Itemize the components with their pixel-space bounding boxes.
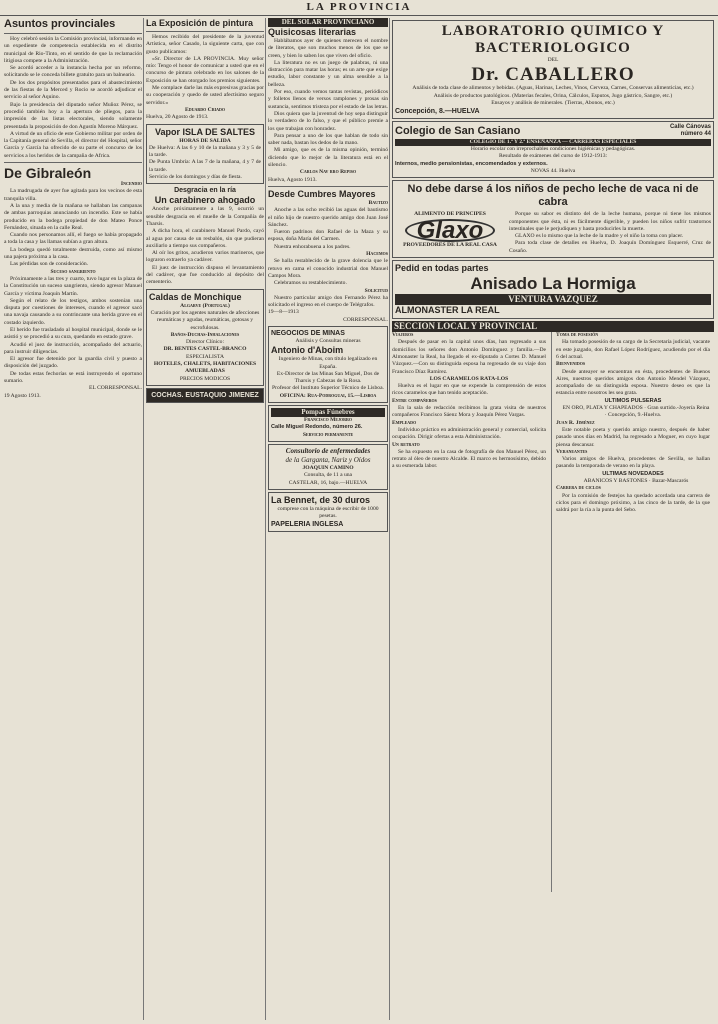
paragraph: La bodega quedó totalmente destruida, como así mismo una pajera próxima a la casa. [4, 246, 142, 261]
paragraph: A la una y media de la mañana se hallaban las campanas de ambas parroquias anunciando un incendio. Este se había producido en la bodega propiedad de don Mateo Ponce Fernández, situada en la calle Real. [4, 202, 142, 231]
ad-title: Anisado La Hormiga [470, 274, 636, 294]
news-text: Varios amigos de Huelva, procedentes de Sevilla, se hallan pasando la temporada de verano en la playa. [556, 456, 710, 470]
paragraph: Se acordó acceder a la instancia hecha por un reformo, solicitando se le conceda billete gratuito para un balneario. [4, 65, 142, 79]
news-text: Después de pasar en la capital unos días, han regresado a sus domicilios los señores don Antonio Domínguez y familia.—De Almonaster la Real, ha llegado el ex-diputado a Cortes D. Manuel Vázquez.—Con su distinguida esposa ha regresado de su viaje don Francisco Díaz Ramírez. [392, 339, 546, 375]
dateline: 19—8—1913 [268, 309, 299, 316]
paragraph: Me complace darle las más expresivas gracias por su cooperación y quedo de usted afectísimo seguro servidor.» [146, 85, 264, 106]
ad-title: La Bennet, de 30 duros [271, 494, 371, 505]
ad-line: Profesor del Instituto Superior Técnico de Lisboa. [272, 385, 384, 392]
box-subtitle: HORAS DE SALIDA [179, 137, 231, 144]
news-heading: Entre compañeros [392, 397, 437, 404]
ad-subtitle: Algarve (Portugal) [180, 302, 230, 309]
ad-line: Resultado de exámenes del curso de 1912-1913: [498, 153, 608, 160]
ad-line: DR. BENTES CASTEL-BRANCO [163, 346, 247, 353]
masthead: LA PROVINCIA [0, 0, 718, 16]
news-text: Este notable poeta y querido amigo nuestro, después de haber pasado unos días en Madrid, ha regresado a Moguer, en cuyo lugar piensa descansar. [556, 426, 710, 448]
paragraph: Dios quiera que la juventud de hoy sepa distinguir lo verdadero de lo falso, y que el público premie a los que trabajan con honradez. [268, 110, 388, 132]
news-heading: Carrera de ciclos [556, 485, 601, 492]
glaxo-logo: Glaxo [405, 219, 496, 242]
dateline: 19 Agosto 1913. [4, 392, 41, 399]
ad-connector: DEL [547, 57, 559, 63]
news-heading: Juan R. Jiménez [556, 419, 595, 426]
paragraph: Mi amigo, que es de la misma opinión, terminó diciendo que lo mejor de la literatura está en el silencio. [268, 147, 388, 169]
ad-line: Ensayos y análisis de minerales. (Tierras, Abonos, etc.) [491, 99, 615, 106]
news-heading: ULTIMOS PULSERAS [604, 397, 662, 404]
subheading: Bautizo [368, 199, 388, 206]
subheading: Hacemos [366, 251, 388, 258]
ad-line: Curación por los agentes naturales de afecciones reumáticas y agudas, reumáticas, gotosas y escrofulosas. [150, 309, 260, 331]
signature: Eduardo Criado [184, 106, 226, 113]
ad-pretitle: Pedid en todas partes [395, 263, 489, 274]
paragraph: La madrugada de ayer fue agitada para los vecinos de esta tranquila villa. [4, 188, 142, 202]
paragraph: Para toda clase de detalles en Huelva, D. Joaquín Domínguez Esquerré, Cruz de Cosaño. [509, 240, 711, 254]
paragraph: Para pensar a uno de los que hablan de todo sin saber nada, bastan los dedos de la mano. [268, 132, 388, 147]
paragraph: El juez de instrucción dispuso el levantamiento del cadáver, que fue conducido al depósito del cementerio. [146, 264, 264, 286]
section-heading: La Exposición de pintura [146, 18, 254, 28]
ad-line: Internos, medio pensionistas, encomendados y externos. [395, 160, 548, 167]
paragraph: «Sr. Director de LA PROVINCIA. Muy señor mío: Tengo el honor de comunicar a usted que en el concurso de pintura celebrado en los salones de la Exposición se han otorgado los premios siguientes. [146, 55, 264, 84]
ad-line: OFICINA: Rua-Podroguai, 15.—Lisboa [279, 392, 377, 399]
paragraph: Cuando nos personamos allí, el fuego se había propagado a toda la casa y las llamas subían a gran altura. [4, 232, 142, 246]
news-heading: LOS CARAMELOS RATA-LOS [429, 375, 509, 382]
ad-name: Dr. CABALLERO [471, 64, 635, 86]
ad-note: Servicio permanente [302, 431, 354, 438]
divider [146, 31, 264, 32]
ad-line: Análisis de productos patológicos. (Materias fecales, Orina, Cálculos, Esputos, Jugo gástrico, Sangre, etc.) [433, 92, 673, 99]
column-2 [146, 18, 264, 1020]
ad-line: PRECIOS MODICOS [179, 375, 231, 382]
typewriter-advertisement [268, 492, 388, 533]
paragraph: Por eso, cuando vemos tantas revistas, periódicos y folletos llenos de versos ramplones y prosas sin sustancia, sentimos tristeza por el estado de las letras. [268, 89, 388, 110]
paragraph: Anoche a las ocho recibió las aguas del bautismo el niño hijo de nuestro querido amigo don Juan José Sánchez. [268, 207, 388, 228]
news-text: Por la comisión de festejos ha quedado acordada una carrera de ciclos para el domingo próximo, a las cinco de la tarde, de la que saldrá por la ría a la punta del Sebo. [556, 492, 710, 514]
ad-title: NEGOCIOS DE MINAS [271, 329, 345, 337]
subheading: Solicitud [364, 287, 388, 294]
section-heading: Desgracia en la ría [174, 187, 236, 195]
column-divider [265, 18, 266, 1020]
ferry-schedule-box [146, 124, 264, 185]
column-3 [268, 18, 388, 1020]
paragraph: Próximamente a las tres y cuarto, tuvo lugar en la plaza de la Constitución un suceso sangriento, siendo agresor Manuel García y víctima Joaquín Martín. [4, 275, 142, 297]
ad-subtitle: de la Garganta, Nariz y Oídos [285, 455, 371, 464]
glaxo-advertisement [392, 180, 714, 258]
ad-line: HOTELES, CHALETS, HABITACIONES AMUEBLADAS [153, 360, 257, 375]
divider [268, 186, 388, 187]
divider [4, 162, 142, 163]
paragraph: Bajo la presidencia del diputado señor Muñoz Pérez, se procedió también hoy a la apertura de pliegos, para la impresión de las listas electorales, siendo solamente presentada la proposición de don Agustín Moreno Márquez. [4, 101, 142, 130]
news-heading: Toma de posesión [556, 332, 599, 339]
news-text: Desde anteayer se encuentran en ésta, procedentes de Buenos Aires, nuestros queridos amigos don Antonio Mendel Vázquez, acompañado de su distinguida esposa. Nuestro deseo es que la estancia entre nosotros les sea grata. [556, 368, 710, 397]
section-heading: Desde Cumbres Mayores [268, 188, 376, 199]
paragraph: Se halla restablecido de la grave dolencia que le retuvo en cama el conocido industrial don Manuel Campos Mora. [268, 258, 388, 279]
paragraph: Celebramos su restablecimiento. [274, 280, 347, 287]
subheading: Suceso sangriento [50, 268, 96, 275]
news-text: Huelva es el lugar en que se expende la comprensión de estos ricos caramelos que han tenido aceptación. [392, 383, 546, 397]
school-advertisement [392, 121, 714, 178]
paragraph: Nuestra enhorabuena a los padres. [274, 243, 351, 250]
glaxo-left [395, 211, 505, 255]
news-heading: Veraneantes [556, 448, 588, 455]
ad-line: Baños-Duchas-Inhalaciones [170, 331, 240, 338]
paragraph: Acudió el juez de instrucción, acompañado del actuario, para instruir diligencias. [4, 341, 142, 355]
ad-line: Ex-Director de las Minas San Miguel, Dos de Tharsis y Cabezas de la Rosa. [276, 370, 380, 385]
paragraph: A virtud de un oficio de este Gobierno militar por orden de la Capitanía general de Sevilla, el director del Hospital, señor García y García ha ofrecido de su parte el concurso de los servicios a los heridos de la campaña de Africa. [4, 130, 142, 159]
local-news-left [392, 332, 546, 471]
paragraph: El agresor fue detenido por la guardia civil y puesto a disposición del juzgado. [4, 356, 142, 370]
column-divider [143, 18, 144, 1020]
ad-title: No debe darse á los niños de pecho leche de vaca ni de cabra [407, 183, 699, 209]
ad-line: Ingeniero de Minas, con título legalizado en España. [278, 356, 378, 370]
glaxo-body [395, 211, 711, 255]
paragraph: Hoy celebró sesión la Comisión provincial, informando en un expediente de competencia establecida en el distrito municipal de Rio-Tinto, en el sentido de que la reclamación litigiosa compete a la Administración. [4, 36, 142, 64]
clinic-advertisement [268, 444, 388, 490]
paragraph: GLAXO es lo mismo que la leche de la madre y el niño la toma con placer. [515, 233, 684, 240]
divider [4, 33, 142, 34]
laboratory-advertisement [392, 20, 714, 119]
ad-line: CASTELAR, 16, bajo.—HUELVA [288, 479, 368, 486]
ad-address: Calle Miguel Redondo, número 26. [271, 424, 363, 431]
paragraph: Al oír los gritos, acudieron varios marineros, que lograron extraerlo ya cadáver. [146, 250, 264, 264]
ad-title: Caldas de Monchique [149, 291, 242, 302]
ad-title: Colegio de San Casiano [395, 124, 521, 137]
ad-line: Director Clínico: [185, 339, 225, 346]
column-1 [4, 18, 142, 1020]
ad-line: Consulta, de 11 a una [303, 472, 353, 479]
paragraph: Según el relato de los testigos, ambos sostenían una disputa por cuestiones de intereses, cuando el agresor sacó una navaja causando a su contrincante una herida grave en el costado izquierdo. [4, 297, 142, 326]
paragraph: Las pérdidas son de consideración. [10, 261, 89, 268]
ad-title: Consultorio de enfermedades [285, 446, 371, 455]
signature: CORRESPONSAL. [343, 316, 388, 323]
paragraph: De los dos propósitos presentados para el abastecimiento de las fiestas de la Merced y Rocio se acordó adjudicar el servicio al señor Aquino. [4, 79, 142, 101]
paragraph: La literatura no es un juego de palabras, ni una distracción para matar las horas; es un arte que exige estudio, labor constante y un alma sensible a la belleza. [268, 59, 388, 88]
ad-subtitle: COLEGIO DE 1.ª Y 2.ª ENSEÑANZA — CARRERAS ESPECIALES [395, 139, 711, 146]
box-title: Vapor ISLA DE SALTES [154, 126, 255, 137]
paragraph: Nuestro particular amigo don Fernando Pérez ha solicitado el ingreso en el cuerpo de Telégrafos. [268, 294, 388, 309]
column-divider [389, 18, 390, 1020]
ad-line: NOVAS 44. Huelva [530, 167, 576, 174]
column-4 [392, 18, 714, 1020]
ad-title: LABORATORIO QUIMICO Y BACTERIOLOGICO [441, 23, 665, 56]
section-heading: Asuntos provinciales [4, 18, 116, 30]
ad-line: ESPECIALISTA [185, 353, 225, 360]
ad-line: comprese con la máquina de escribir de 1000 pesetas. [277, 505, 379, 520]
ad-address: Calle Cánovas número 44 [669, 124, 711, 138]
news-heading: ULTIMAS NOVEDADES [602, 470, 664, 477]
ad-line: PAPELERIA INGLESA [271, 521, 344, 529]
news-text: EN ORO, PLATA Y CHAPEADOS · Gran surtido.-Joyería Reina · Concepción, 9.-Huelva. [562, 405, 710, 419]
ad-brand: VENTURA VAZQUEZ [395, 294, 711, 305]
ad-subtitle: Análisis y Consultas mineras [295, 337, 361, 344]
paragraph: Hemos recibido del presidente de la juventud Artística, señor Casado, la siguiente carta, que con gusto publicamos: [146, 34, 264, 55]
column-divider [551, 332, 552, 892]
signature: EL CORRESPONSAL. [89, 385, 142, 392]
glaxo-text [509, 211, 711, 255]
local-news [392, 332, 714, 892]
paragraph: Anoche próximamente a las 9, ocurrió un sensible desgracia en el muelle de la Compañía de Tharsis. [146, 206, 264, 227]
section-bar: SECCION LOCAL Y PROVINCIAL [392, 321, 714, 332]
paragraph: De todas estas fechorías se está instruyendo el oportuno sumario. [4, 370, 142, 385]
paragraph: Hablábamos ayer de quienes merecen el nombre de literatos, que son muchos menos de los que se creen, y bien lo saben los que viven del oficio. [268, 38, 388, 59]
paragraph: A dicha hora, el carabinero Manuel Pardo, cayó al agua por causa de un resbalón, sin que pudieran auxiliarlo a tiempo sus compañeros. [146, 228, 264, 249]
dateline: Huelva, Agosto 1913. [268, 176, 317, 183]
ad-subtitle: ALMONASTER LA REAL [395, 305, 500, 316]
section-bar: DEL SOLAR PROVINCIANO [268, 18, 388, 27]
ad-title: Pompas Fúnebres [271, 408, 385, 417]
paragraph: Fueron padrinos don Rafael de la Maza y su esposa, doña María del Carmen. [268, 229, 388, 243]
ad-caption: ALIMENTO DE PRINCIPES [414, 211, 486, 218]
news-text: Individuo práctico en administración general y comercial, solicita ocupación. Dirigir ofertas a esta Administración. [392, 426, 546, 441]
paragraph: El herido fue trasladado al hospital municipal, donde se le asistió y se procedió a su cura, quedando en estado grave. [4, 326, 142, 341]
spa-advertisement [146, 289, 264, 386]
ad-line: Análisis de toda clase de alimentos y bebidas. (Aguas, Harinas, Leches, Vinos, Cerveza, Carnes, Conservas alimenticias, etc.) [412, 85, 694, 92]
news-heading: Empleado [392, 419, 417, 426]
local-news-right [556, 332, 710, 514]
schedule-row: De Huelva: A las 6 y 10 de la mañana y 3 y 5 de la tarde. [149, 144, 261, 159]
section-heading: Quisicosas literarias [268, 27, 357, 37]
ad-line: Horario escolar con irreprochables condiciones higiénicas y pedagógicas. [470, 146, 636, 153]
subheading: Incendio [120, 181, 142, 188]
ad-line: Concepción, 8.—HUELVA [395, 108, 480, 116]
schedule-row: De Punta Umbría: A las 7 de la mañana, 4 y 7 de la tarde. [149, 159, 261, 173]
news-text: ABANICOS Y BASTONES · Bazar-Mascarós [583, 477, 689, 484]
news-heading: Un retrato [392, 441, 420, 448]
signature: Carlos Nav rro Repiso [299, 169, 357, 176]
paragraph: Porque su sabor es distinto del de la leche humana, porque ni tiene los mismos componentes que ésta, ni es fácilmente digerible, y pueden los niños sufrir trastornos intestinales que le perjudiquen y hasta producirles la muerte. [509, 211, 711, 232]
anisado-advertisement [392, 260, 714, 319]
schedule-row: Servicio de los domingos y días de fiesta. [149, 174, 242, 181]
news-text: En la sala de redacción recibimos la grata visita de nuestros compañeros Francisco Sáenz Mora y Joaquín Pérez Vargas. [392, 405, 546, 419]
ad-name: Antonio d'Aboim [271, 345, 344, 356]
mining-advertisement [268, 326, 388, 403]
funeral-advertisement [268, 405, 388, 442]
news-heading: Bienvenidos [556, 361, 586, 368]
dateline: Huelva, 20 Agosto de 1913. [146, 114, 209, 121]
ad-caption: PROVEEDORES DE LA REAL CASA [403, 241, 497, 248]
ad-name: JOAQUIN CAMINO [302, 464, 354, 471]
news-text: Ha tomado posesión de su cargo de la Secretaría judicial, vacante en este juzgado, don Rafael López Rodríguez, acudiendo por el día 6 del actual. [556, 339, 710, 360]
section-heading: Un carabinero ahogado [154, 195, 256, 206]
news-heading: Viajeros [392, 332, 414, 339]
section-heading: De Gibraleón [4, 165, 92, 182]
school-header [395, 124, 711, 139]
ad-name: Francisco Mejorro [303, 417, 353, 424]
carriage-advertisement: COCHAS. EUSTAQUIO JIMENEZ [146, 388, 264, 403]
news-text: Se ha expuesto en la casa de fotografía de don Manuel Pérez, un retrato al óleo de nuestro Alcalde. El marco es hermosísimo, debido a su esmerada labor. [392, 448, 546, 470]
